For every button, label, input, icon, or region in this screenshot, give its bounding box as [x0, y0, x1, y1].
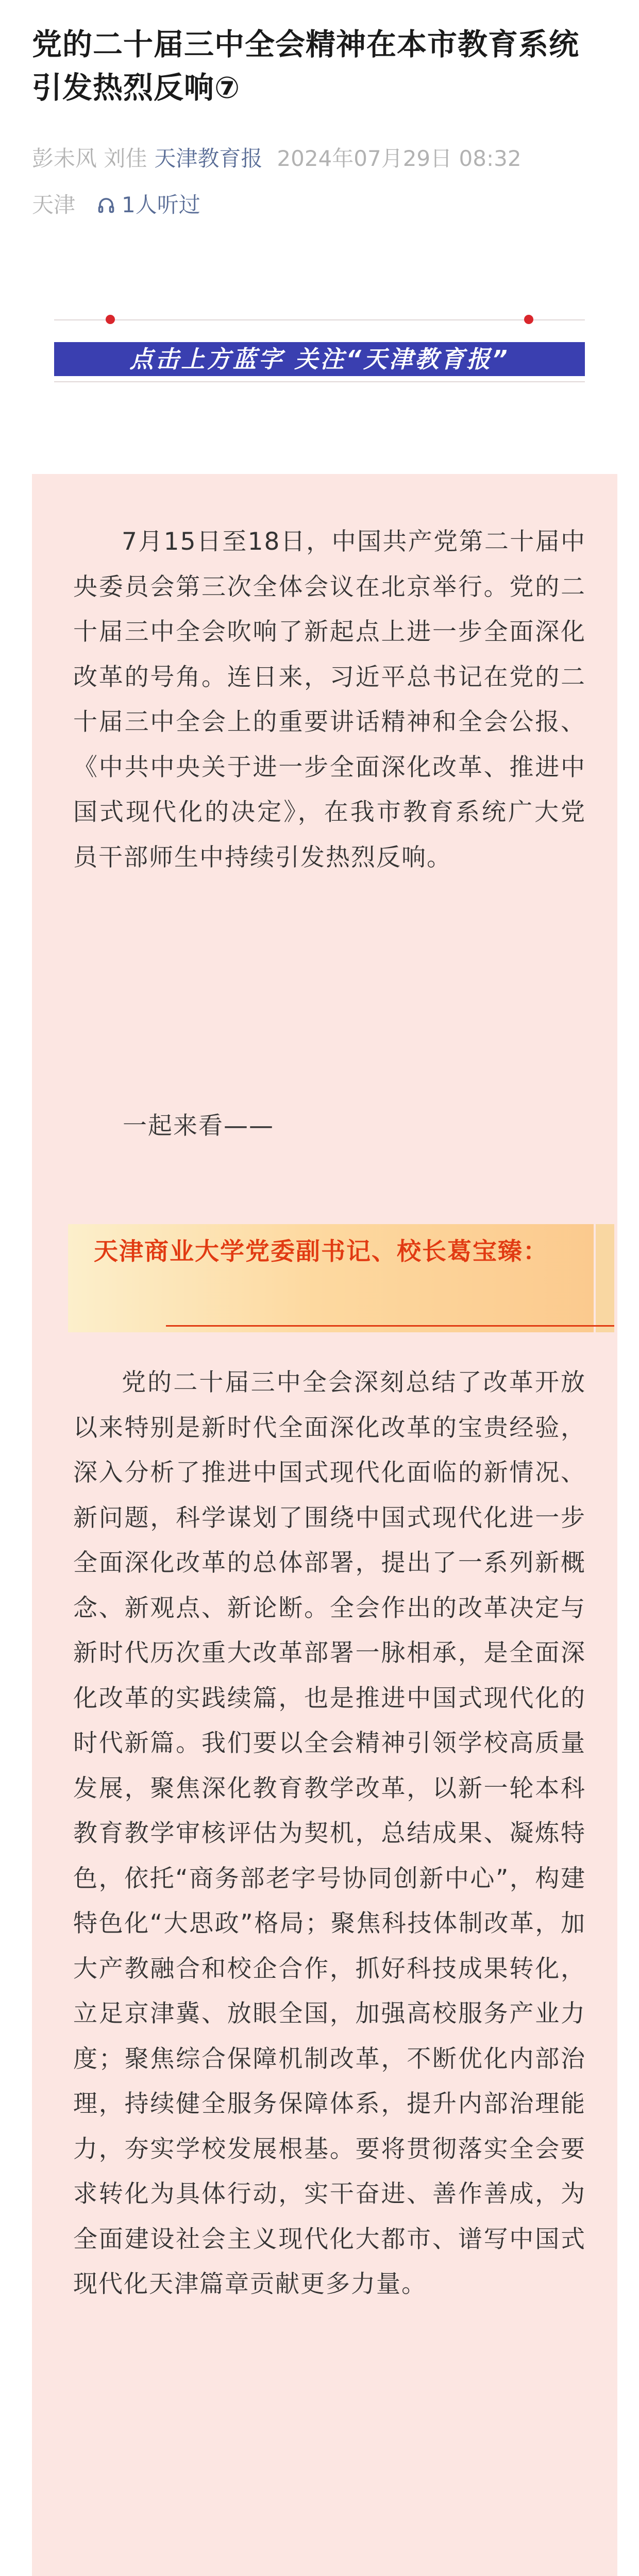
article-location: 天津 [32, 192, 76, 217]
publish-datetime: 2024年07月29日 08:32 [277, 146, 522, 171]
article-authors: 彭未风 刘佳 [32, 146, 147, 171]
follow-banner[interactable] [54, 319, 585, 397]
banner-dot-left [106, 315, 115, 324]
speaker-paragraph: 党的二十届三中全会深刻总结了改革开放以来特别是新时代全面深化改革的宝贵经验，深入分析了推进中国式现代化面临的新情况、新问题，科学谋划了围绕中国式现代化进一步全面深化改革的总体部署，提出了一系列新概念、新观点、新论断。全会作出的改革决定与新时代历次重大改革部署一脉相承，是全面深化改革的实践续篇，也是推进中国式现代化的时代新篇。我们要以全会精神引领学校高质量发展，聚焦深化教育教学改革，以新一轮本科教育教学审核评估为契机，总结成果、凝炼特色，依托“商务部老字号协同创新中心”，构建特色化“大思政”格局；聚焦科技体制改革，加大产教融合和校企合作，抓好科技成果转化，立足京津冀、放眼全国，加强高校服务产业力度；聚焦综合保障机制改革，不断优化内部治理，持续健全服务保障体系，提升内部治理能力，夯实学校发展根基。要将贯彻落实全会要求转化为具体行动，实干奋进、善作善成，为全面建设社会主义现代化大都市、谱写中国式现代化天津篇章贡献更多力量。 [73, 1368, 586, 2298]
together-text: 一起来看—— [123, 1112, 274, 1140]
heading-underline [166, 1325, 614, 1327]
banner-dot-right [524, 315, 533, 324]
speaker-heading-box [68, 1224, 614, 1332]
article-meta [32, 143, 609, 174]
speaker-heading: 天津商业大学党委副书记、校长葛宝臻： [94, 1238, 548, 1266]
article-meta-secondary [32, 190, 200, 221]
banner-text: 点击上方蓝字 关注“天津教育报” [54, 342, 585, 376]
article-title: 党的二十届三中全会精神在本市教育系统引发热烈反响⑦ [32, 27, 580, 105]
headphones-icon [97, 196, 115, 214]
account-link[interactable]: 天津教育报 [154, 146, 263, 171]
banner-divider-top [54, 319, 585, 320]
listen-button[interactable] [97, 190, 200, 221]
intro-paragraph: 7月15日至18日，中国共产党第二十届中央委员会第三次全体会议在北京举行。党的二十届三中全会吹响了新起点上进一步全面深化改革的号角。连日来，习近平总书记在党的二十届三中全会上的重要讲话精神和全会公报、《中共中央关于进一步全面深化改革、推进中国式现代化的决定》，在我市教育系统广大党员干部师生中持续引发热烈反响。 [73, 528, 586, 872]
article-body [32, 474, 617, 2576]
listen-count: 1人听过 [122, 192, 200, 217]
banner-divider-bottom [54, 381, 585, 382]
heading-box-accent [594, 1224, 614, 1332]
